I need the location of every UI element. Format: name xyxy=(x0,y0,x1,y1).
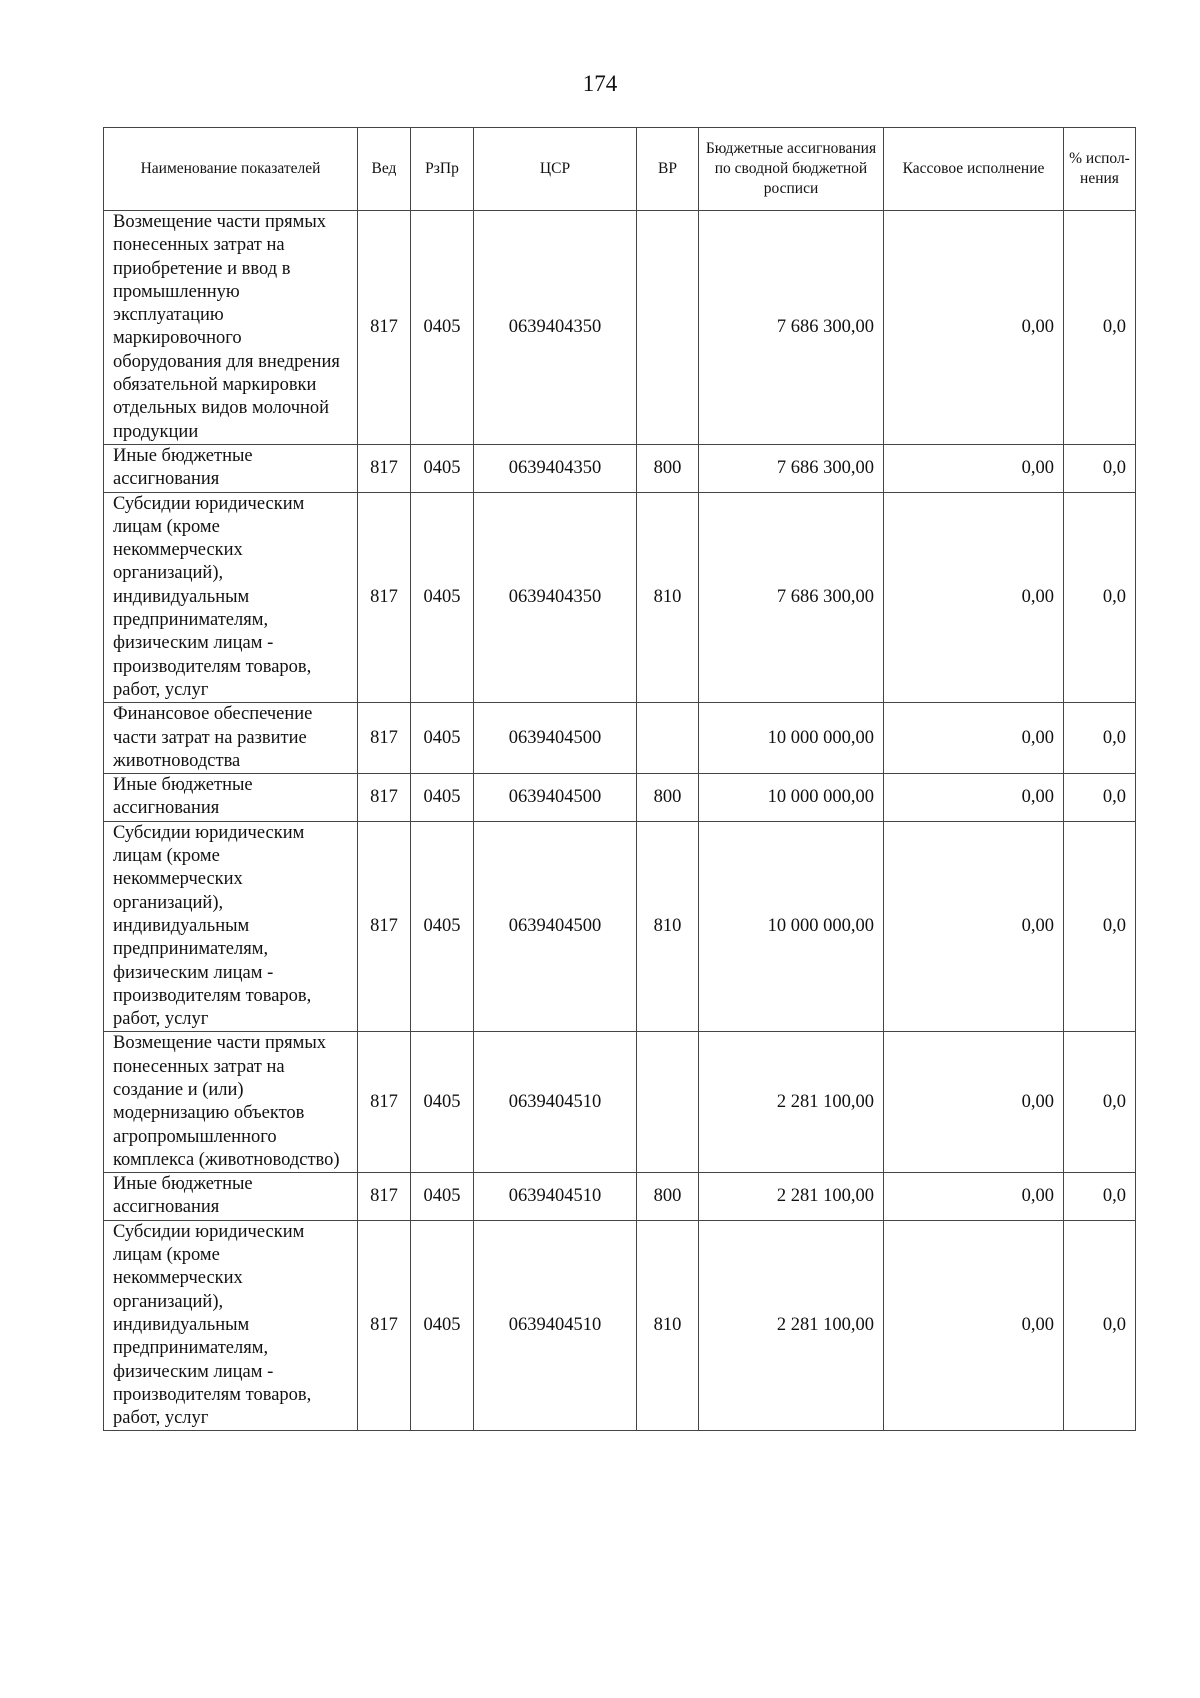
row-percent: 0,0 xyxy=(1064,774,1136,822)
header-cash: Кассовое исполнение xyxy=(884,128,1064,211)
row-ved: 817 xyxy=(358,1173,411,1221)
row-vr xyxy=(637,1032,699,1173)
row-percent: 0,0 xyxy=(1064,1032,1136,1173)
header-percent: % испол-нения xyxy=(1064,128,1136,211)
row-percent: 0,0 xyxy=(1064,1173,1136,1221)
table-row xyxy=(104,1032,1136,1173)
row-rzpr: 0405 xyxy=(411,774,474,822)
row-vr xyxy=(637,211,699,445)
row-assignments: 10 000 000,00 xyxy=(699,821,884,1032)
header-ved: Вед xyxy=(358,128,411,211)
header-vr: ВР xyxy=(637,128,699,211)
row-rzpr: 0405 xyxy=(411,703,474,774)
table-row xyxy=(104,703,1136,774)
row-rzpr: 0405 xyxy=(411,444,474,492)
row-vr xyxy=(637,703,699,774)
row-ved: 817 xyxy=(358,444,411,492)
table-row xyxy=(104,1220,1136,1431)
row-cash: 0,00 xyxy=(884,821,1064,1032)
row-cash: 0,00 xyxy=(884,492,1064,703)
row-name: Субсидии юридическим лицам (кроме некоммерческих организаций), индивидуальным предпринимателям, физическим лицам - производителям товаров, работ, услуг xyxy=(104,821,358,1032)
row-vr: 800 xyxy=(637,444,699,492)
row-name: Иные бюджетные ассигнования xyxy=(104,774,358,822)
row-percent: 0,0 xyxy=(1064,1220,1136,1431)
row-vr: 800 xyxy=(637,774,699,822)
row-csr: 0639404500 xyxy=(474,703,637,774)
row-cash: 0,00 xyxy=(884,774,1064,822)
row-csr: 0639404510 xyxy=(474,1173,637,1221)
row-percent: 0,0 xyxy=(1064,703,1136,774)
row-assignments: 7 686 300,00 xyxy=(699,444,884,492)
row-cash: 0,00 xyxy=(884,444,1064,492)
row-ved: 817 xyxy=(358,492,411,703)
row-percent: 0,0 xyxy=(1064,821,1136,1032)
row-assignments: 2 281 100,00 xyxy=(699,1173,884,1221)
row-rzpr: 0405 xyxy=(411,1032,474,1173)
row-percent: 0,0 xyxy=(1064,492,1136,703)
table-header-row xyxy=(104,128,1136,211)
row-csr: 0639404500 xyxy=(474,774,637,822)
table-row xyxy=(104,821,1136,1032)
row-cash: 0,00 xyxy=(884,211,1064,445)
row-rzpr: 0405 xyxy=(411,821,474,1032)
row-csr: 0639404510 xyxy=(474,1220,637,1431)
table-row xyxy=(104,211,1136,445)
row-ved: 817 xyxy=(358,1220,411,1431)
row-vr: 810 xyxy=(637,821,699,1032)
row-csr: 0639404350 xyxy=(474,211,637,445)
row-name: Иные бюджетные ассигнования xyxy=(104,1173,358,1221)
row-csr: 0639404350 xyxy=(474,492,637,703)
header-name: Наименование показателей xyxy=(104,128,358,211)
row-name: Возмещение части прямых понесенных затрат на приобретение и ввод в промышленную эксплуатацию маркировочного оборудования для внедрения обязательной маркировки отдельных видов молочной продукции xyxy=(104,211,358,445)
row-percent: 0,0 xyxy=(1064,444,1136,492)
row-vr: 800 xyxy=(637,1173,699,1221)
row-rzpr: 0405 xyxy=(411,1173,474,1221)
row-ved: 817 xyxy=(358,703,411,774)
row-name: Финансовое обеспечение части затрат на развитие животноводства xyxy=(104,703,358,774)
table-row xyxy=(104,492,1136,703)
table-row xyxy=(104,774,1136,822)
row-ved: 817 xyxy=(358,211,411,445)
page-number: 174 xyxy=(582,71,618,96)
row-cash: 0,00 xyxy=(884,1032,1064,1173)
row-assignments: 10 000 000,00 xyxy=(699,774,884,822)
row-percent: 0,0 xyxy=(1064,211,1136,445)
row-csr: 0639404500 xyxy=(474,821,637,1032)
row-ved: 817 xyxy=(358,774,411,822)
row-cash: 0,00 xyxy=(884,703,1064,774)
row-rzpr: 0405 xyxy=(411,492,474,703)
row-ved: 817 xyxy=(358,821,411,1032)
row-rzpr: 0405 xyxy=(411,211,474,445)
row-assignments: 7 686 300,00 xyxy=(699,492,884,703)
row-cash: 0,00 xyxy=(884,1220,1064,1431)
row-rzpr: 0405 xyxy=(411,1220,474,1431)
row-assignments: 10 000 000,00 xyxy=(699,703,884,774)
header-assignments: Бюджетные ассигнования по сводной бюджетной росписи xyxy=(699,128,884,211)
row-name: Иные бюджетные ассигнования xyxy=(104,444,358,492)
row-cash: 0,00 xyxy=(884,1173,1064,1221)
row-vr: 810 xyxy=(637,1220,699,1431)
row-name: Субсидии юридическим лицам (кроме некоммерческих организаций), индивидуальным предпринимателям, физическим лицам - производителям товаров, работ, услуг xyxy=(104,1220,358,1431)
header-rzpr: РзПр xyxy=(411,128,474,211)
row-ved: 817 xyxy=(358,1032,411,1173)
table-row xyxy=(104,444,1136,492)
row-csr: 0639404350 xyxy=(474,444,637,492)
row-vr: 810 xyxy=(637,492,699,703)
row-assignments: 7 686 300,00 xyxy=(699,211,884,445)
row-assignments: 2 281 100,00 xyxy=(699,1032,884,1173)
table-row xyxy=(104,1173,1136,1221)
row-assignments: 2 281 100,00 xyxy=(699,1220,884,1431)
budget-execution-table xyxy=(103,127,1136,1431)
header-csr: ЦСР xyxy=(474,128,637,211)
row-name: Возмещение части прямых понесенных затрат на создание и (или) модернизацию объектов агропромышленного комплекса (животноводство) xyxy=(104,1032,358,1173)
row-csr: 0639404510 xyxy=(474,1032,637,1173)
row-name: Субсидии юридическим лицам (кроме некоммерческих организаций), индивидуальным предпринимателям, физическим лицам - производителям товаров, работ, услуг xyxy=(104,492,358,703)
